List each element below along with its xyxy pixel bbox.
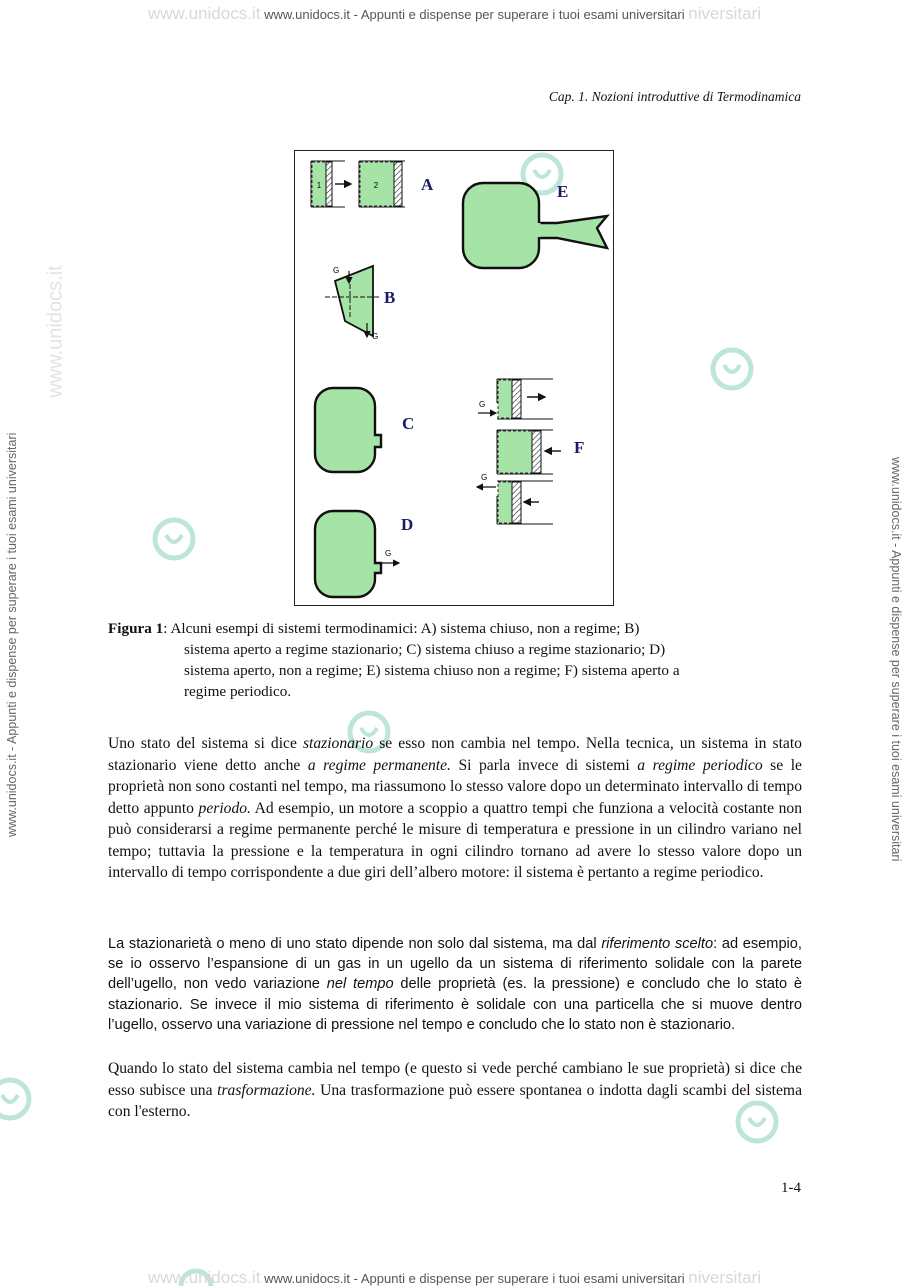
flow-label-f-out: G xyxy=(481,473,488,482)
diagram-f xyxy=(477,379,584,524)
italic-term: a regime periodico xyxy=(637,756,763,774)
piston-a2 xyxy=(394,162,402,206)
diagram-a xyxy=(311,161,434,207)
italic-term: riferimento scelto xyxy=(601,936,714,952)
caption-line-1: : Alcuni esempi di sistemi termodinamici: A) sistema chiuso, non a regime; B) xyxy=(163,620,640,637)
figure-drawing xyxy=(295,151,613,605)
label-b: B xyxy=(384,288,396,307)
text-run: Uno stato del sistema si dice xyxy=(108,735,303,752)
diagram-c xyxy=(315,388,414,472)
paragraph-stazionario xyxy=(108,733,802,884)
watermark-text: www.unidocs.it - Appunti e dispense per superare i tuoi esami universitari xyxy=(264,7,685,22)
cell-1-label: 1 xyxy=(316,181,322,190)
watermark-right: www.unidocs.it - Appunti e dispense per superare i tuoi esami universitari xyxy=(889,457,903,862)
caption-line-3: sistema aperto, non a regime; E) sistema chiuso non a regime; F) sistema aperto a xyxy=(184,662,680,679)
text-run: Si parla invece di sistemi xyxy=(450,756,638,774)
flow-label-b-out: G xyxy=(372,332,379,341)
paragraph-trasformazione xyxy=(108,1058,802,1123)
watermark-ghost: niversitari xyxy=(688,4,761,23)
caption-line-4: regime periodico. xyxy=(184,683,292,700)
unidocs-logo-icon xyxy=(0,1075,34,1123)
text-run: La stazionarietà o meno di uno stato dipende non solo dal sistema, ma dal xyxy=(108,936,602,952)
text-run: delle proprietà (es. la pressione) e concludo che lo stato è stazionario. Se invece il mio sistema di riferimento è solidale con una particella che si muove dentro l’ugello, osservo una variazione di pressione nel tempo e concludo che lo stato non è stazionario. xyxy=(108,976,803,1033)
watermark-side-ghost: www.unidocs.it xyxy=(44,265,67,398)
label-a: A xyxy=(421,175,434,194)
text-run: se le proprietà non sono costanti nel tempo, ma riassumono lo stesso valore dopo un determinato intervallo di tempo detto appunto xyxy=(108,756,802,817)
italic-term: a regime permanente. xyxy=(307,756,451,774)
watermark-ghost: www.unidocs.it xyxy=(148,4,261,23)
figure-caption xyxy=(108,618,802,702)
cell-2-label: 2 xyxy=(373,181,379,190)
label-f: F xyxy=(574,438,585,457)
watermark-bottom xyxy=(0,1268,909,1288)
label-d: D xyxy=(401,515,414,534)
watermark-left: www.unidocs.it - Appunti e dispense per superare i tuoi esami universitari xyxy=(5,432,19,837)
unidocs-logo-icon xyxy=(708,345,756,393)
text-run: Una trasformazione può essere spontanea o indotta dagli scambi del sistema con l'esterno. xyxy=(108,1081,802,1120)
running-header: Cap. 1. Nozioni introduttive di Termodinamica xyxy=(548,89,801,104)
label-e: E xyxy=(557,182,569,201)
text-run: se esso non cambia nel tempo. Nella tecnica, un sistema in stato stazionario viene detto anche xyxy=(108,735,802,774)
watermark-ghost: www.unidocs.it xyxy=(148,1268,261,1287)
tank-c xyxy=(315,388,381,472)
italic-term: nel tempo xyxy=(326,976,394,993)
watermark-text: www.unidocs.it - Appunti e dispense per superare i tuoi esami universitari xyxy=(264,1271,685,1286)
figure-1 xyxy=(294,150,614,606)
caption-label: Figura 1 xyxy=(108,620,164,637)
text-run: : ad esempio, se io osservo l’espansione di un gas in un ugello da un sistema di riferimento solidale con la parete dell’ugello, non vedo variazione xyxy=(108,936,802,993)
diagram-d xyxy=(315,511,413,597)
diagram-b xyxy=(325,266,395,341)
italic-term: trasformazione. xyxy=(217,1081,316,1099)
italic-term: periodo. xyxy=(198,799,251,817)
piston-a1 xyxy=(326,162,332,206)
tank-e xyxy=(463,183,607,268)
flow-label-d: G xyxy=(385,549,392,558)
italic-term: stazionario xyxy=(302,735,374,752)
watermark-ghost: niversitari xyxy=(688,1268,761,1287)
unidocs-logo-icon xyxy=(150,515,198,563)
text-run: Quando lo stato del sistema cambia nel tempo (e questo si vede perché cambiano le sue proprietà) si dice che esso subisce una xyxy=(108,1060,802,1099)
tank-d xyxy=(315,511,381,597)
caption-line-2: sistema aperto a regime stazionario; C) sistema chiuso a regime stazionario; D) xyxy=(184,641,666,658)
page-number: 1-4 xyxy=(781,1180,801,1196)
diagram-e xyxy=(463,182,607,268)
label-c: C xyxy=(402,414,415,433)
text-run: Ad esempio, un motore a scoppio a quattro tempi che funziona a velocità costante non può considerarsi a regime permanente perché le misure di temperatura e pressione in un cilindro variano nel tempo; tuttavia la pressione e la temperatura in ogni cilindro tornano ad avere lo stesso valore dopo un intervallo di tempo corrispondente a due giri dell’albero motore: il sistema è pertanto a regime periodico. xyxy=(108,799,803,881)
flow-label-b-in: G xyxy=(333,266,340,275)
flow-label-f-in: G xyxy=(479,400,486,409)
watermark-top xyxy=(0,4,909,24)
paragraph-riferimento xyxy=(108,934,802,1035)
